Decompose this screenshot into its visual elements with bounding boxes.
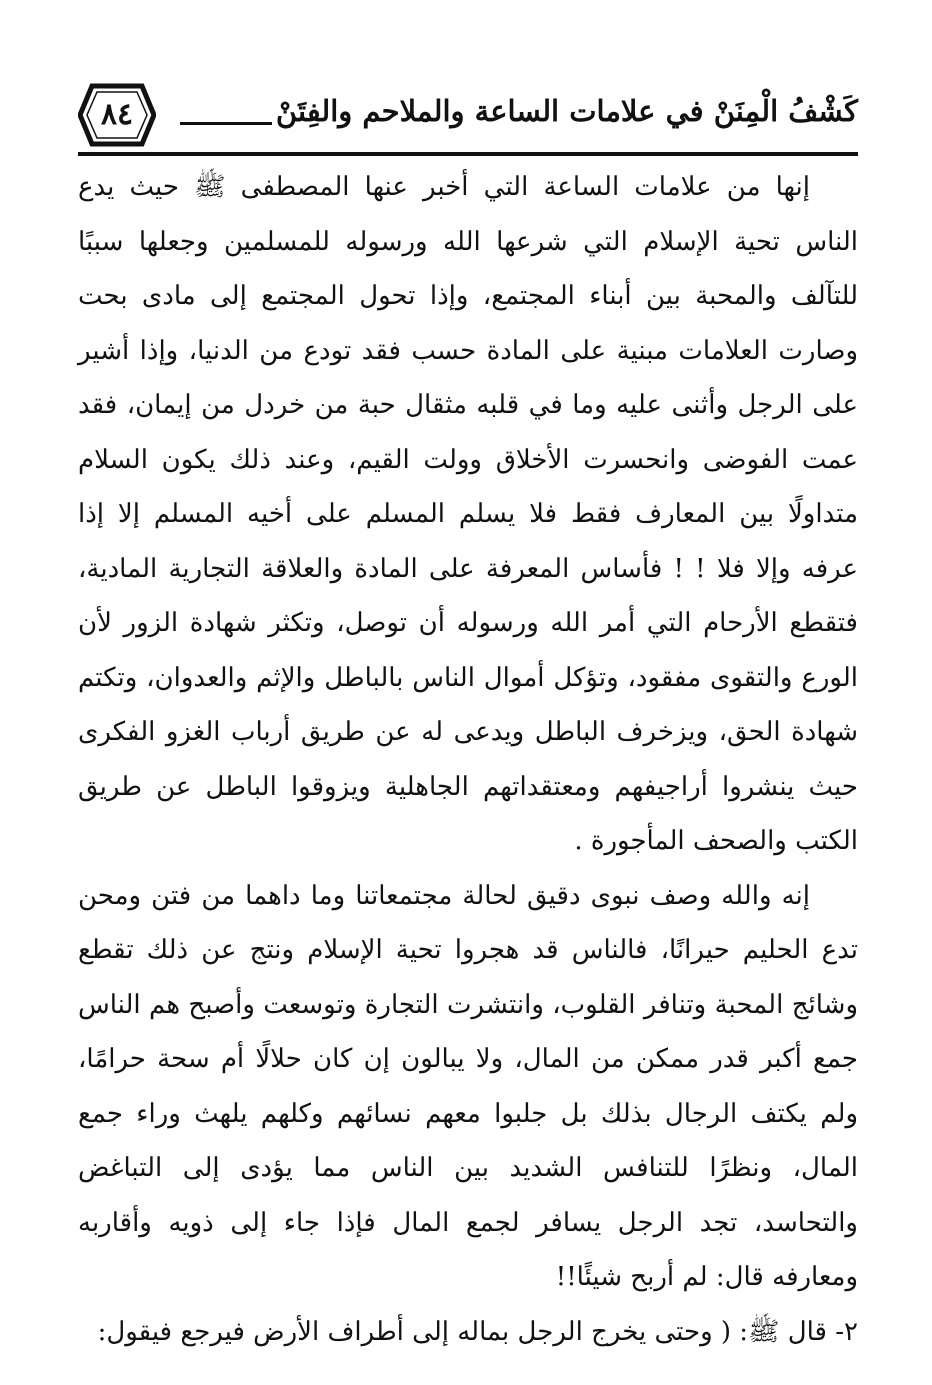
numbered-item-2: ٢- قال ﷺ: ( وحتى يخرج الرجل بماله إلى أطراف الأرض فيرجع فيقول:: [97, 1316, 858, 1347]
header-short-rule: [180, 122, 272, 125]
running-title: كَشْفُ الْمِنَنْ في علامات الساعة والملاحم والفِتَنْ: [275, 94, 858, 128]
page-number: ٨٤: [100, 97, 134, 132]
page-header: [78, 78, 858, 158]
page-number-badge: [78, 82, 156, 148]
paragraph-1: إنها من علامات الساعة التي أخبر عنها المصطفى ﷺ حيث يدع الناس تحية الإسلام التي شرعها الله ورسوله للمسلمين وجعلها سببًا للتآلف والمحبة بين أبناء المجتمع، وإذا تحول المجتمع إلى مادى بحت وصارت العلامات مبنية على المادة حسب فقد تودع من الدنيا، وإذا أشير على الرجل وأثنى عليه وما في قلبه مثقال حبة من خردل من إيمان، فقد عمت الفوضى وانحسرت الأخلاق وولت القيم، وعند ذلك يكون السلام متداولًا بين المعارف فقط فلا يسلم المسلم على أخيه المسلم إلا إذا عرفه وإلا فلا ! ! فأساس المعرفة على المادة والعلاقة التجارية المادية، فتقطع الأرحام التي أمر الله ورسوله أن توصل، وتكثر شهادة الزور لأن الورع والتقوى مفقود، وتؤكل أموال الناس بالباطل والإثم والعدوان، وتكتم شهادة الحق، ويزخرف الباطل ويدعى له عن طريق أرباب الغزو الفكرى حيث ينشروا أراجيفهم ومعتقداتهم الجاهلية ويزوقوا الباطل عن طريق الكتب والصحف المأجورة .: [78, 172, 859, 856]
page-body: [78, 160, 858, 1359]
paragraph-2: إنه والله وصف نبوى دقيق لحالة مجتمعاتنا وما داهما من فتن ومحن تدع الحليم حيرانًا، فالناس قد هجروا تحية الإسلام ونتج عن ذلك تقطع وشائج المحبة وتنافر القلوب، وانتشرت التجارة وتوسعت وأصبح هم الناس جمع أكبر قدر ممكن من المال، ولا يبالون إن كان حلالًا أم سحة حرامًا، ولم يكتف الرجال بذلك بل جلبوا معهم نسائهم وكلهم يلهث وراء جمع المال، ونظرًا للتنافس الشديد بين الناس مما يؤدى إلى التباغض والتحاسد، تجد الرجل يسافر لجمع المال فإذا جاء إلى ذويه وأقاربه ومعارفه قال: لم أربح شيئًا!!: [78, 880, 858, 1292]
header-rule: [78, 152, 858, 156]
